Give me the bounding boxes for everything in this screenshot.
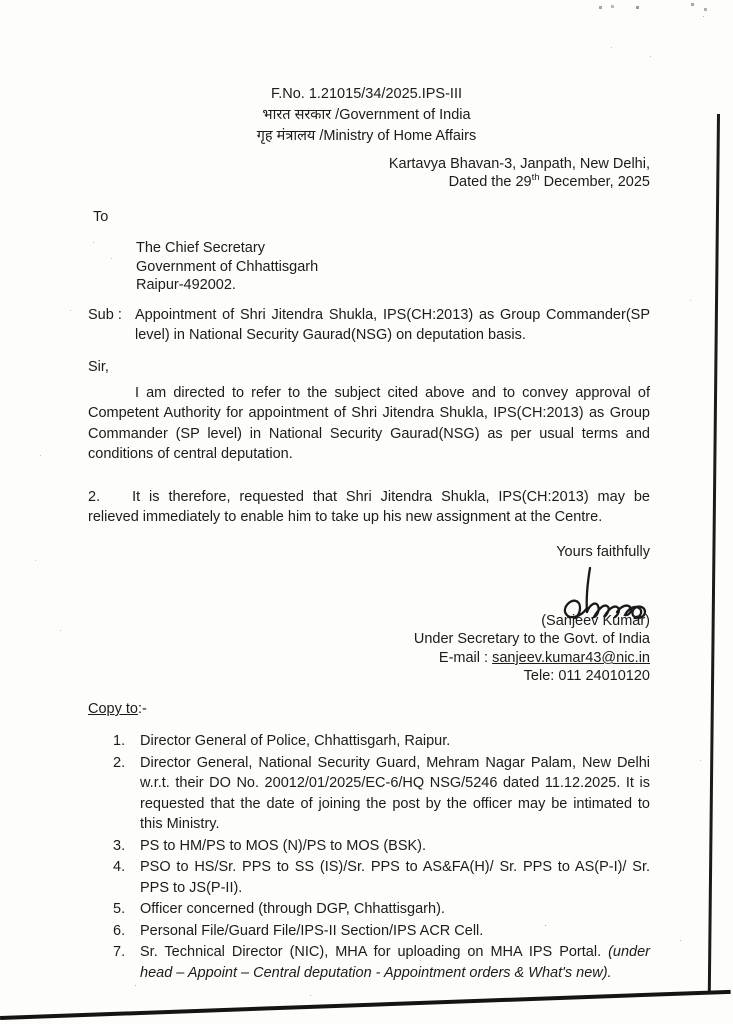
body-paragraph-2: 2. It is therefore, requested that Shri Jitendra Shukla, IPS(CH:2013) may be relieved immediately to enable him to take up his new assignment at the Centre. xyxy=(88,488,650,526)
list-item-text: Director General of Police, Chhattisgarh, Raipur. xyxy=(140,733,451,750)
office-address: Kartavya Bhavan-3, Janpath, New Delhi, xyxy=(388,156,650,172)
recipient-city: Raipur-492002. xyxy=(136,277,236,294)
subject-text: Appointment of Shri Jitendra Shukla, IPS(CH:2013) as Group Commander(SP level) in National Security Gaurad(NSG) on deputation basis. xyxy=(135,306,650,344)
list-item xyxy=(113,899,650,920)
list-item-number: 1. xyxy=(113,733,126,750)
signatory-phone: Tele: 011 24010120 xyxy=(523,668,650,685)
to-label: To xyxy=(93,209,109,225)
list-item-text: Director General, National Security Guard, Mehram Nagar Palam, New Delhi w.r.t. their DO No. 20012/01/2025/EC-6/HQ NSG/5246 dated 11.12.2025. It is requested that the date of joining the post by the officer may be intimated to this Ministry. xyxy=(140,754,650,833)
list-item-number: 6. xyxy=(113,922,126,939)
closing-phrase: Yours faithfully xyxy=(556,543,650,560)
government-line: भारत सरकार /Government of India xyxy=(262,107,471,123)
list-item-number: 4. xyxy=(113,859,126,876)
list-item-italic-note: (under head – Appoint – Central deputation - Appointment orders & What's new). xyxy=(140,944,650,981)
copy-to-list xyxy=(113,731,650,983)
ministry-line: गृह मंत्रालय /Ministry of Home Affairs xyxy=(256,128,477,144)
signatory-name: (Sanjeev Kumar) xyxy=(541,612,650,629)
date-ordinal: th xyxy=(531,172,540,184)
list-item xyxy=(113,731,650,752)
list-item xyxy=(113,857,650,898)
paragraph-number: 2. xyxy=(88,488,101,505)
list-item-number: 7. xyxy=(113,944,126,961)
letterhead xyxy=(0,84,733,147)
list-item-text: Sr. Technical Director (NIC), MHA for uploading on MHA IPS Portal. (under head – Appoint – Central deputation - Appointment orders & What's new). xyxy=(140,944,650,981)
list-item-text: Officer concerned (through DGP, Chhattisgarh). xyxy=(140,901,445,918)
list-item-number: 3. xyxy=(113,837,126,854)
list-item-number: 5. xyxy=(113,901,126,918)
email-address: sanjeev.kumar43@nic.in xyxy=(492,649,650,666)
email-label: E-mail : xyxy=(438,649,493,666)
office-address-block xyxy=(0,155,733,191)
signature-block xyxy=(0,564,733,686)
list-item-number: 2. xyxy=(113,754,126,771)
recipient-org: Government of Chhattisgarh xyxy=(136,258,319,275)
list-item xyxy=(113,836,650,857)
subject-line xyxy=(88,305,650,346)
recipient-name: The Chief Secretary xyxy=(136,240,265,257)
list-item-text: PS to HM/PS to MOS (N)/PS to MOS (BSK). xyxy=(140,837,427,854)
scan-page-bottom-edge xyxy=(0,990,731,1020)
salutation: Sir, xyxy=(88,359,109,376)
copy-to-heading: Copy to:- xyxy=(88,700,147,717)
body-paragraph-1: I am directed to refer to the subject cited above and to convey approval of Competent Authority for appointment of Shri Jitendra Shukla, IPS(CH:2013) as Group Commander (SP level) in National Security Gaurad(NSG) as per usual terms and conditions of central deputation. xyxy=(88,384,650,463)
list-item xyxy=(113,753,650,835)
recipient-address xyxy=(136,239,733,295)
letter-date: Dated the 29th December, 2025 xyxy=(448,172,650,190)
list-item-text: PSO to HS/Sr. PPS to SS (IS)/Sr. PPS to AS&FA(H)/ Sr. PPS to AS(P-I)/ Sr. PPS to JS(P-II). xyxy=(140,859,650,896)
list-item xyxy=(113,921,650,942)
signatory-email-line xyxy=(0,649,650,668)
list-item xyxy=(113,942,650,983)
list-item-text: Personal File/Guard File/IPS-II Section/IPS ACR Cell. xyxy=(140,922,484,939)
scan-noise xyxy=(0,0,1,1)
signatory-designation: Under Secretary to the Govt. of India xyxy=(413,631,650,648)
subject-label: Sub : xyxy=(88,306,122,323)
file-number: F.No. 1.21015/34/2025.IPS-III xyxy=(270,86,463,102)
